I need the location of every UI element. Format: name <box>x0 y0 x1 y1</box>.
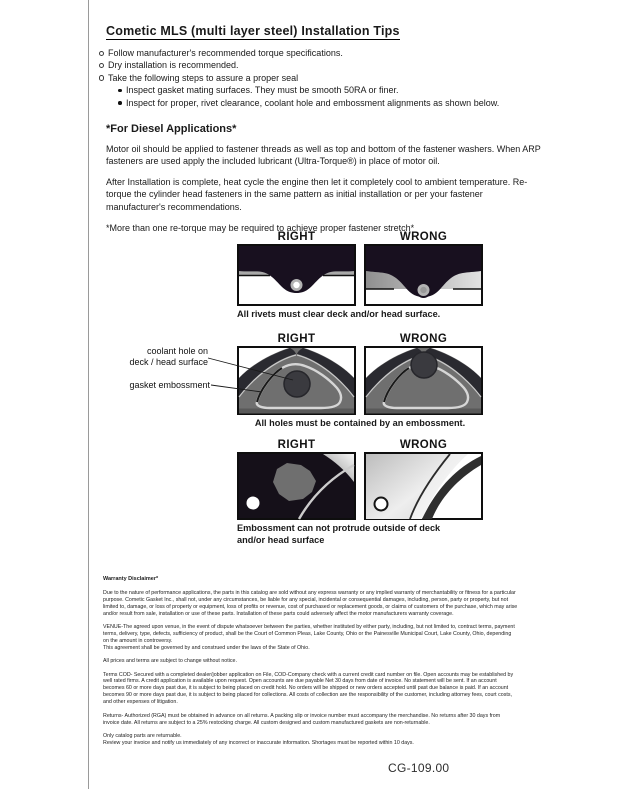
diagram-labels <box>237 439 483 451</box>
coolant-label-line1: coolant hole on <box>146 345 208 356</box>
diagram-boxes <box>237 244 483 306</box>
diagram-row-rivets <box>237 231 483 321</box>
rivet-wrong-diagram <box>364 244 483 306</box>
wrong-label: WRONG <box>399 332 448 345</box>
document-code: CG-109.00 <box>388 761 450 775</box>
warranty-paragraph: Due to the nature of performance applications, the parts in this catalog are sold without any express warranty or any implied warranty of merchantability or fitness for a particular purpose. Cometic Gasket Inc., shall not, under any circumstances, be liable for any special, incidental or consequential damages, including, person, party or property, but not limited to, damage, or loss of property or equipment, loss of profits or revenue, cost of purchased or replacement goods, or claims of customers of the purchase, which may arise and/or result from sale, installation or use of these parts. Installation of these parts could adversely affect the motor manufacturers warranty coverage. <box>103 589 518 617</box>
protrude-wrong-diagram <box>364 452 483 520</box>
rivet-right-diagram <box>237 244 356 306</box>
retorque-note: *More than one re-torque may be required to achieve proper fastener stretch* <box>106 223 415 234</box>
governing-law-text: This agreement shall be governed by and construed under the laws of the State of Ohio. <box>103 644 310 651</box>
list-item <box>99 84 546 96</box>
left-margin-rule <box>88 0 89 789</box>
wrong-label: WRONG <box>399 231 448 243</box>
wrong-label: WRONG <box>399 439 448 451</box>
tip-text: Inspect gasket mating surfaces. They must be smooth 50RA or finer. <box>126 85 399 96</box>
protrude-right-diagram <box>237 452 356 520</box>
right-label: RIGHT <box>277 439 316 451</box>
returns-paragraph: Returns- Authorized (RGA) must be obtained in advance on all returns. A packing slip or invoice number must accompany the merchandise. No returns after 30 days from invoice date. All returns are subject to a 25% restocking charge. All custom designed and custom manufactured gaskets are non-returnable. <box>103 712 501 726</box>
holes-caption: All holes must be contained by an embossment. <box>254 417 466 428</box>
diagram-row-protrude <box>237 439 483 546</box>
circle-bullet-icon <box>99 51 104 56</box>
page-title: Cometic MLS (multi layer steel) Installation Tips <box>106 24 400 38</box>
tip-text: Inspect for proper, rivet clearance, coolant hole and embossment alignments as shown below. <box>126 97 500 108</box>
coolant-label-line2: deck / head surface <box>129 356 208 367</box>
diagram-labels <box>237 231 483 243</box>
diagram-boxes <box>237 346 483 415</box>
holes-wrong-diagram <box>364 346 483 415</box>
list-item <box>99 47 546 59</box>
catalog-paragraph <box>103 733 518 747</box>
dot-bullet-icon <box>118 89 122 93</box>
rivets-caption: All rivets must clear deck and/or head surface. <box>237 309 441 319</box>
prices-paragraph: All prices and terms are subject to change without notice. <box>103 658 237 665</box>
warranty-disclaimer-heading: Warranty Disclaimer* <box>103 576 159 582</box>
tip-list <box>99 47 546 109</box>
coolant-hole-label <box>104 346 208 368</box>
diesel-applications-heading: *For Diesel Applications* <box>106 123 237 136</box>
diagram-labels <box>237 333 483 345</box>
gasket-embossment-label: gasket embossment <box>129 379 210 390</box>
catalog-line2: Review your invoice and notify us immediately of any incorrect or inaccurate information. Shortages must be reported within 10 days. <box>103 739 414 746</box>
installation-tips-section <box>106 22 546 233</box>
diagrams-section <box>129 231 483 546</box>
dot-bullet-icon <box>118 101 122 105</box>
venue-paragraph <box>103 624 518 652</box>
terms-paragraph: Terms COD- Secured with a completed dealer/jobber application on File, COD-Company check with a current credit card number on file. Open accounts may be established by well rated firms. A credit application is available upon request. Open accounts are due payable Net 30 days from date of invoice. No statement will be sent. If an account becomes 60 or more days past due, it is subject to being placed on credit hold. No orders will be shipped or new orders accepted until past due balance is paid. If an account becomes 90 or more days past due, it is subject to being placed for collections. All costs of collection are the responsibility of the customer, including attorney fees, court costs, and other expenses of litigation. <box>103 671 514 706</box>
diagram-row-holes <box>129 332 483 430</box>
protrude-caption-line2: and/or head surface <box>237 534 325 545</box>
list-item <box>99 72 546 84</box>
right-label: RIGHT <box>277 231 316 243</box>
venue-text: VENUE-The agreed upon venue, in the event of dispute whatsoever between the parties, whether instituted by either party, including, but not limited to, contract terms, payment terms, delivery, type, defects, sufficiency of product, shall be the Court of Common Pleas, Lake County, Ohio or the Painesville Municipal Court, Lake County, Ohio, depending on the amount in controversy. <box>103 624 515 644</box>
legal-section <box>103 576 518 753</box>
list-item <box>99 97 546 109</box>
tip-text: Follow manufacturer's recommended torque specifications. <box>108 48 343 58</box>
catalog-line1: Only catalog parts are returnable. <box>103 732 182 739</box>
circle-bullet-icon <box>99 75 104 80</box>
circle-bullet-icon <box>99 63 104 68</box>
holes-right-diagram <box>237 346 356 415</box>
diesel-paragraph-2: After Installation is complete, heat cycle the engine then let it completely cool to ambient temperature. Re-torque the cylinder head fasteners in the same pattern as initial installation or per your fastener manufacturer's recommendations. <box>106 176 528 212</box>
protrude-caption <box>237 523 483 546</box>
list-item <box>99 59 546 71</box>
diagram-boxes <box>237 452 483 520</box>
diesel-paragraph-1: Motor oil should be applied to fastener threads as well as top and bottom of the fastener washers. When ARP fasteners are used apply the included lubricant (Ultra-Torque®) in place of motor oil. <box>106 144 541 167</box>
tip-text: Take the following steps to assure a proper seal <box>108 72 299 83</box>
tip-text: Dry installation is recommended. <box>108 60 239 71</box>
protrude-caption-line1: Embossment can not protrude outside of deck <box>237 523 441 533</box>
right-label: RIGHT <box>277 332 316 345</box>
